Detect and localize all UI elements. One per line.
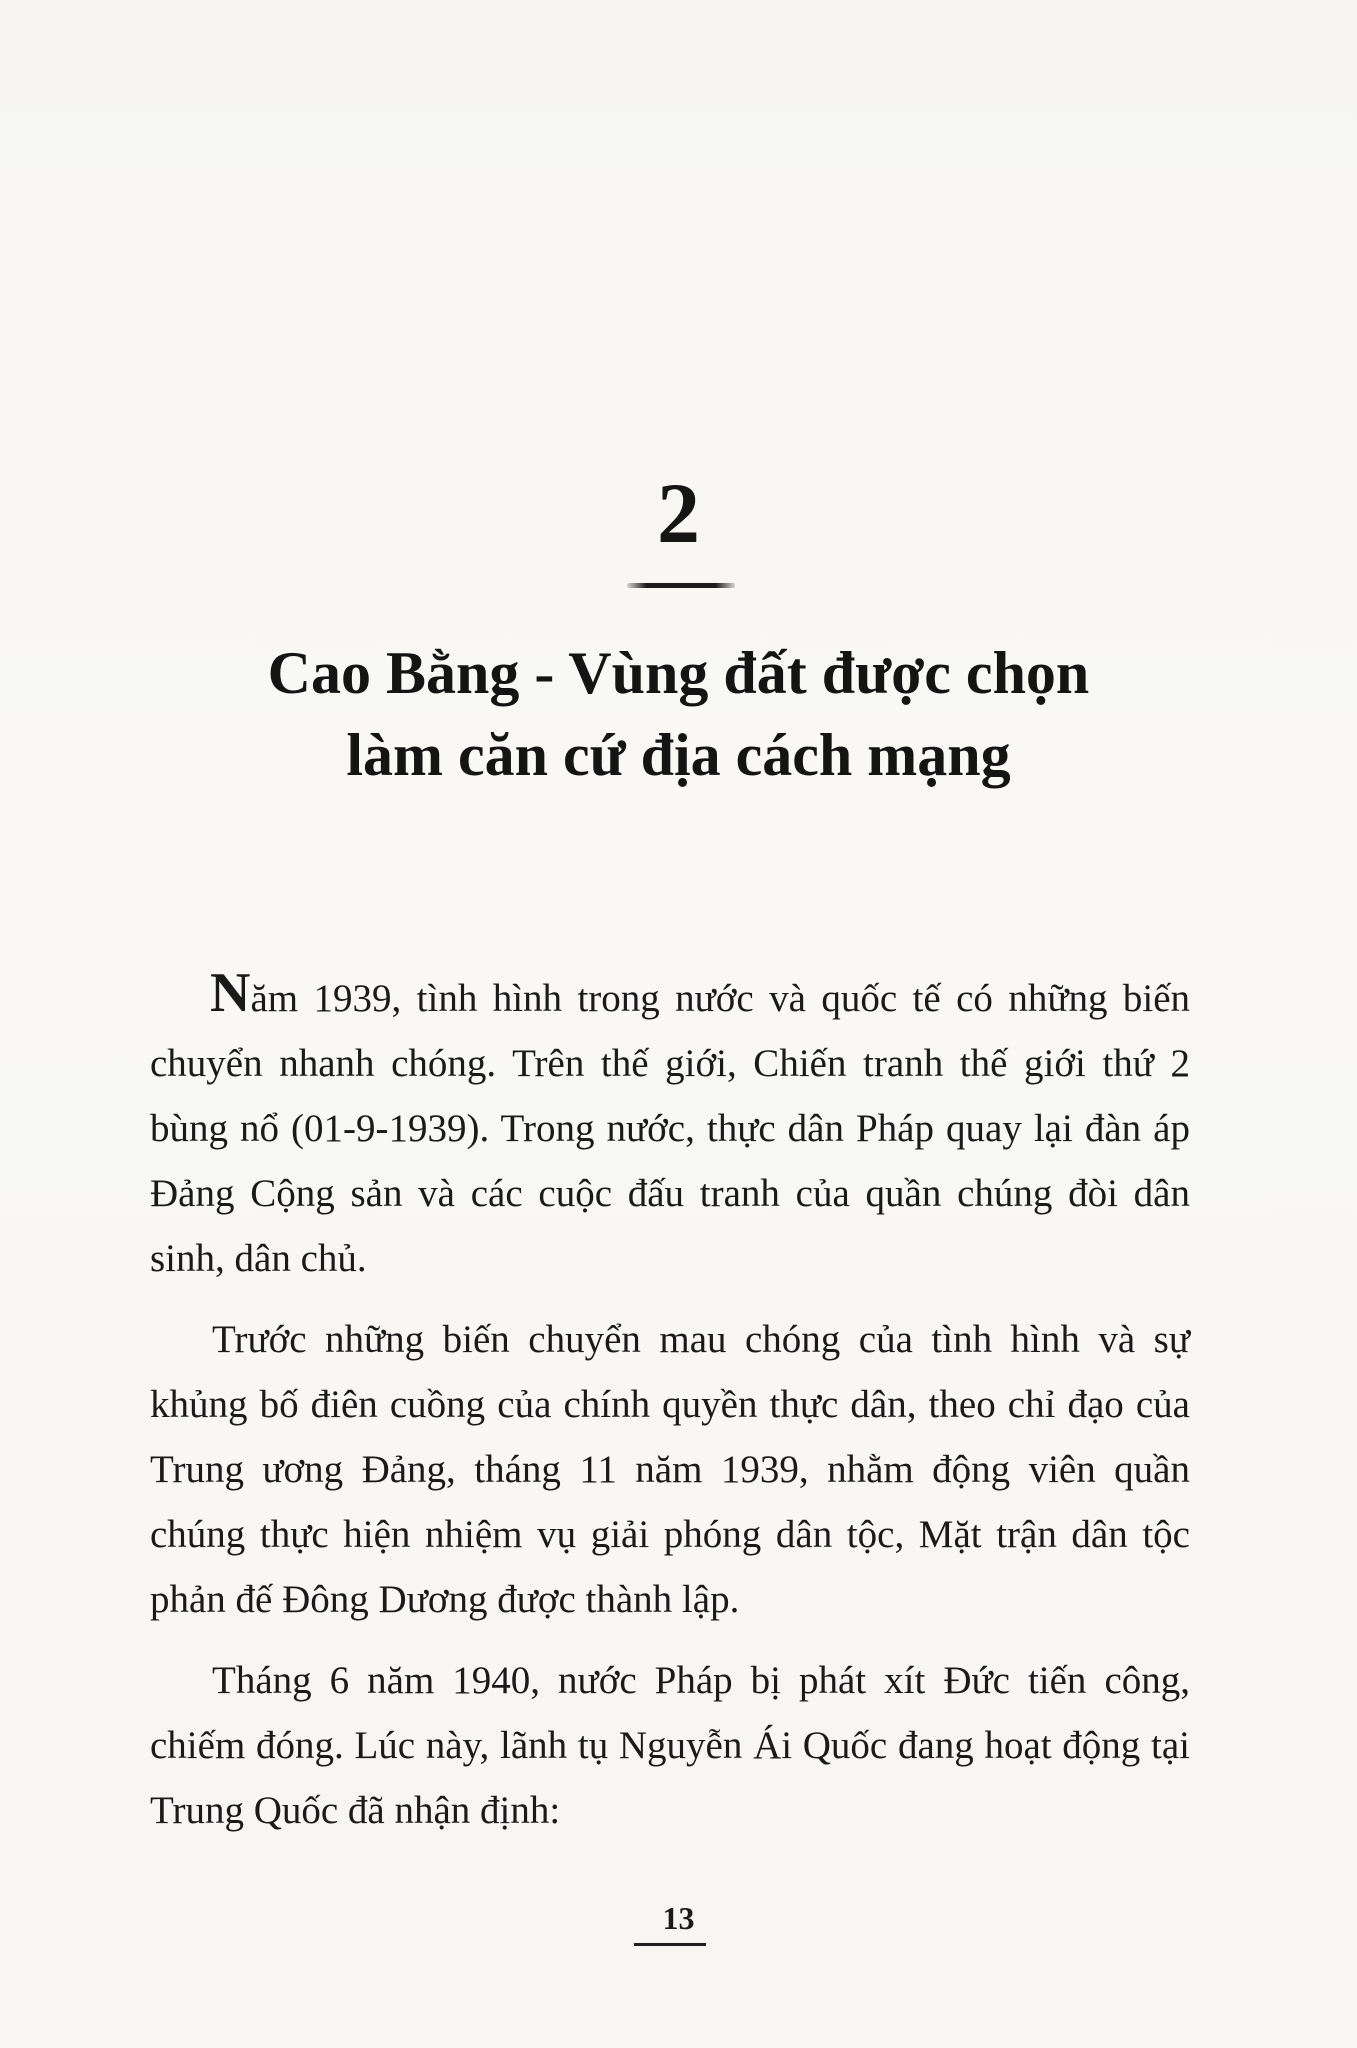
drop-cap: N xyxy=(210,962,251,1024)
body-text xyxy=(150,962,1190,1859)
chapter-number: 2 xyxy=(657,465,700,561)
chapter-title xyxy=(100,632,1257,796)
paragraph-2: Trước những biến chuyển mau chóng của tình hình và sự khủng bố điên cuồng của chính quyền thực dân, theo chỉ đạo của Trung ương Đảng, tháng 11 năm 1939, nhằm động viên quần chúng thực hiện nhiệm vụ giải phóng dân tộc, Mặt trận dân tộc phản đế Đông Dương được thành lập. xyxy=(150,1318,1190,1621)
paragraph-1 xyxy=(150,962,1190,1291)
chapter-title-line-2: làm căn cứ địa cách mạng xyxy=(346,722,1011,788)
paragraph-3: Tháng 6 năm 1940, nước Pháp bị phát xít Đức tiến công, chiếm đóng. Lúc này, lãnh tụ Nguyễn Ái Quốc đang hoạt động tại Trung Quốc đã nhận định: xyxy=(150,1659,1190,1832)
chapter-divider xyxy=(627,583,735,588)
page-number: 13 xyxy=(662,1900,695,1936)
page-number-underline xyxy=(634,1943,706,1946)
chapter-title-line-1: Cao Bằng - Vùng đất được chọn xyxy=(267,640,1090,706)
paragraph-1-text: ăm 1939, tình hình trong nước và quốc tế có những biến chuyển nhanh chóng. Trên thế giới, Chiến tranh thế giới thứ 2 bùng nổ (01-9-1939). Trong nước, thực dân Pháp quay lại đàn áp Đảng Cộng sản và các cuộc đấu tranh của quần chúng đòi dân sinh, dân chủ. xyxy=(150,977,1190,1280)
